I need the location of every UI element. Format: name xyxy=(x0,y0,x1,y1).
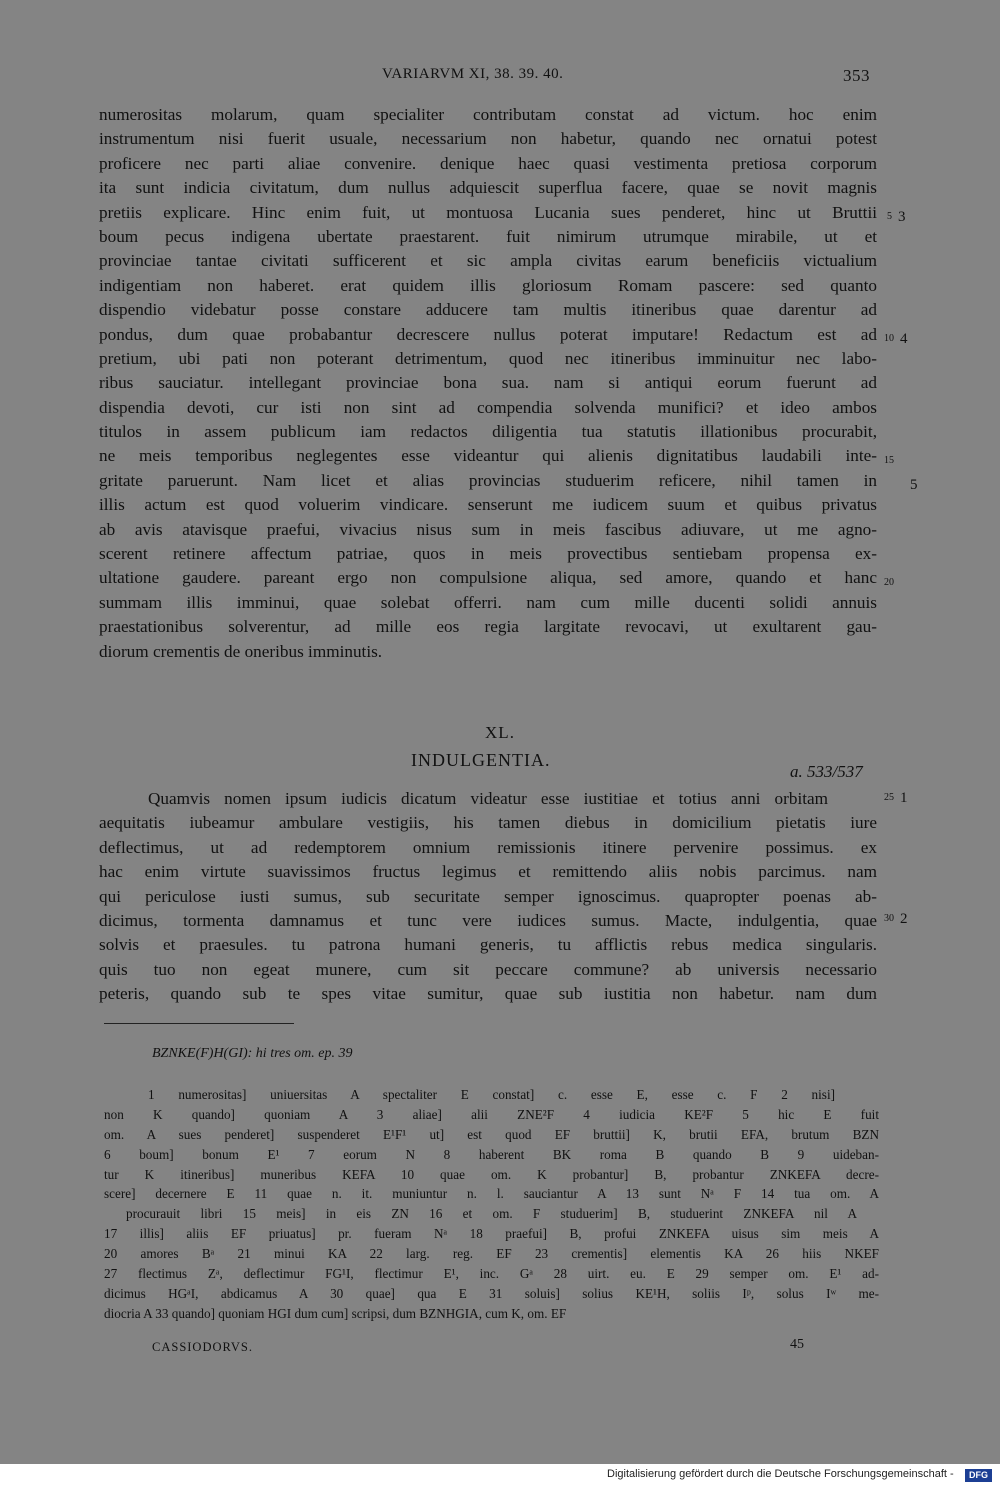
text-line: pondus, dum quae probabantur decrescere nullus poterat imputare! Redactum est ad xyxy=(99,324,877,344)
section-mark: 5 xyxy=(910,477,918,493)
apparatus-line: 17 illis] aliis EF priuatus] pr. fueram Nᵃ 18 praefui] B, profui ZNKEFA uisus sim meis A xyxy=(104,1226,879,1242)
section-mark: 4 xyxy=(900,331,908,347)
margin-marker xyxy=(884,331,908,348)
running-title: VARIARVM XI, 38. 39. 40. xyxy=(382,66,564,82)
text-line: scerent retinere affectum patriae, quos in meis provectibus sentiebam propensa ex- xyxy=(99,544,877,564)
text-line: ita sunt indicia civitatum, dum nullus adquiescit superflua facere, quae se novit magnis xyxy=(99,178,877,198)
apparatus-line: non K quando] quoniam A 3 aliae] alii ZNE²F 4 iudicia KE²F 5 hic E fuit xyxy=(104,1106,879,1122)
apparatus-line: scere] decernere E 11 quae n. it. muniuntur n. l. sauciantur A 13 sunt Nᵃ F 14 tua om. A xyxy=(104,1186,879,1202)
apparatus-line: procurauit libri 15 meis] in eis ZN 16 et om. F studuerim] B, studuerint ZNKEFA nil A xyxy=(126,1206,857,1222)
section-mark: 1 xyxy=(900,790,908,806)
text-line: dispendio videbatur posse constare adducere tam multis itineribus quae darentur ad xyxy=(99,300,877,320)
text-line: summam illis imminui, quae solebat offerri. nam cum mille ducenti solidi annuis xyxy=(99,592,877,612)
apparatus-line: dicimus HGᵃI, abdicamus A 30 quae] qua E 31 soluis] solius KE¹H, soliis Iᵖ, solus Iʷ me- xyxy=(104,1285,879,1301)
text-line: numerositas molarum, quam specialiter contributam constat ad victum. hoc enim xyxy=(99,105,877,124)
text-line: proficere nec parti aliae convenire. denique haec quasi vestimenta pretiosa corporum xyxy=(99,153,877,173)
author-footer: CASSIODORVS. xyxy=(152,1340,253,1354)
apparatus-line: 20 amores Bᵃ 21 minui KA 22 larg. reg. EF 23 crementis] elementis KA 26 hiis NKEF xyxy=(104,1246,879,1262)
text-line: illis actum est quod voluerim vindicare. senserunt me iudicem suum et quibus privatus xyxy=(99,495,877,515)
section-text-block xyxy=(99,787,877,1007)
text-line: qui periculose iusti sumus, sub securitate semper ignoscimus. quapropter poenas ab- xyxy=(99,886,877,906)
line-number: 10 xyxy=(884,333,894,344)
text-line: hac enim virtute suavissimos fructus legimus et remittendo aliis nobis parcimus. nam xyxy=(99,862,877,882)
dfg-logo: DFG xyxy=(965,1469,992,1482)
section-mark: 2 xyxy=(900,911,908,927)
text-line: indigentiam non haberet. erat quidem illis gloriosum Romam pascere: sed quanto xyxy=(99,275,877,295)
line-number: 20 xyxy=(884,577,894,588)
text-line: ab avis atavisque praefui, vivacius nisus sum in meis fascibus adiuvare, ut me agno- xyxy=(99,519,877,539)
text-line: deflectimus, ut ad redemptorem omnium remissionis itinere pervenire possimus. ex xyxy=(99,837,877,857)
text-line: ribus sauciatur. intellegant provinciae bona sua. nam si antiqui eorum fuerunt ad xyxy=(99,373,877,393)
margin-marker xyxy=(887,209,906,226)
text-line: pretiis explicare. Hinc enim fuit, ut montuosa Lucania sues penderet, hinc ut Bruttii xyxy=(99,202,877,222)
margin-marker xyxy=(904,477,918,494)
text-line: gritate paruerunt. Nam licet et alias provincias studuerim reficere, nihil tamen in xyxy=(99,470,877,490)
text-line: dicimus, tormenta damnamus et tunc vere iudices sumus. Macte, indulgentia, quae xyxy=(99,910,877,930)
text-line: Quamvis nomen ipsum iudicis dicatum videatur esse iustitiae et totius anni orbitam xyxy=(148,789,828,808)
apparatus-line: tur K itineribus] muneribus KEFA 10 quae om. K probantur] B, probantur ZNKEFA decre- xyxy=(104,1166,879,1182)
text-line: diorum crementis de oneribus imminutis. xyxy=(99,641,383,661)
text-line: ne meis temporibus neglegentes esse videantur qui alienis dignitatibus laudabili inte- xyxy=(99,446,877,466)
line-number: 15 xyxy=(884,455,894,466)
line-number: 5 xyxy=(887,211,892,222)
text-line: ultatione gaudere. pareant ergo non compulsione aliqua, sed amore, quando et hanc xyxy=(99,568,877,588)
margin-marker xyxy=(884,911,908,928)
signature-mark: 45 xyxy=(790,1337,804,1352)
text-line: pretium, ubi pati non poterant detrimentum, quod nec itineribus imminuitur nec labo- xyxy=(99,348,877,368)
section-date: a. 533/537 xyxy=(790,762,863,781)
section-title: INDULGENTIA. xyxy=(411,750,551,770)
digitization-credit: Digitalisierung gefördert durch die Deutsche Forschungsgemeinschaft - xyxy=(607,1468,954,1480)
text-line: solvis et praesules. tu patrona humani generis, tu afflictis rebus medica singularis. xyxy=(99,935,877,955)
section-number: XL. xyxy=(485,723,515,742)
margin-marker xyxy=(884,575,900,592)
line-number: 25 xyxy=(884,792,894,803)
text-line: boum pecus indigena ubertate praestarent. fuit nimirum utrumque mirabile, ut et xyxy=(99,226,877,246)
text-line: instrumentum nisi fuerit usuale, necessarium non habetur, quando nec ornatui potest xyxy=(99,129,877,149)
line-number: 30 xyxy=(884,913,894,924)
text-line: praestationibus solverentur, ad mille eos regia largitate revocavi, ut exultarent gau- xyxy=(99,617,877,637)
sigla-line: BZNKE(F)H(GI): hi tres om. ep. 39 xyxy=(152,1046,353,1061)
apparatus-line: 6 boum] bonum E¹ 7 eorum N 8 haberent BK roma B quando B 9 uideban- xyxy=(104,1146,879,1162)
text-line: aequitatis iubeamur ambulare vestigiis, his tamen diebus in domicilium pietatis iure xyxy=(99,813,877,833)
footnote-divider xyxy=(104,1023,294,1024)
text-line: peteris, quando sub te spes vitae sumitur, quae sub iustitia non habetur. nam dum xyxy=(99,984,877,1004)
text-line: quis tuo non egeat munere, cum sit peccare commune? ab universis necessario xyxy=(99,959,877,979)
text-line: dispendia devoti, cur isti non sint ad compendia solvenda munifici? et ideo ambos xyxy=(99,397,877,417)
apparatus-line: om. A sues penderet] suspenderet E¹F¹ ut] est quod EF bruttii] K, brutii EFA, brutum BZN xyxy=(104,1126,879,1142)
margin-marker xyxy=(884,453,900,470)
apparatus-line: 27 flectimus Zᵃ, deflectimur FG¹I, flectimur E¹, inc. Gᵃ 28 uirt. eu. E 29 semper om. E¹ ad- xyxy=(104,1266,879,1282)
apparatus-line: diocria A 33 quando] quoniam HGI dum cum] scripsi, dum BZNHGIA, cum K, om. EF xyxy=(104,1305,567,1321)
page-number: 353 xyxy=(843,66,870,85)
text-line: provinciae tantae civitati sufficerent et sic ampla civitas earum beneficiis victualium xyxy=(99,251,877,271)
section-mark: 3 xyxy=(898,209,906,225)
main-text-block xyxy=(99,103,877,664)
critical-apparatus xyxy=(104,1085,879,1324)
text-line: titulos in assem publicum iam redactos diligentia tua statutis illationibus procurabit, xyxy=(99,422,877,442)
margin-marker xyxy=(884,790,908,807)
apparatus-line: 1 numerositas] uniuersitas A spectaliter E constat] c. esse E, esse c. F 2 nisi] xyxy=(148,1087,835,1102)
